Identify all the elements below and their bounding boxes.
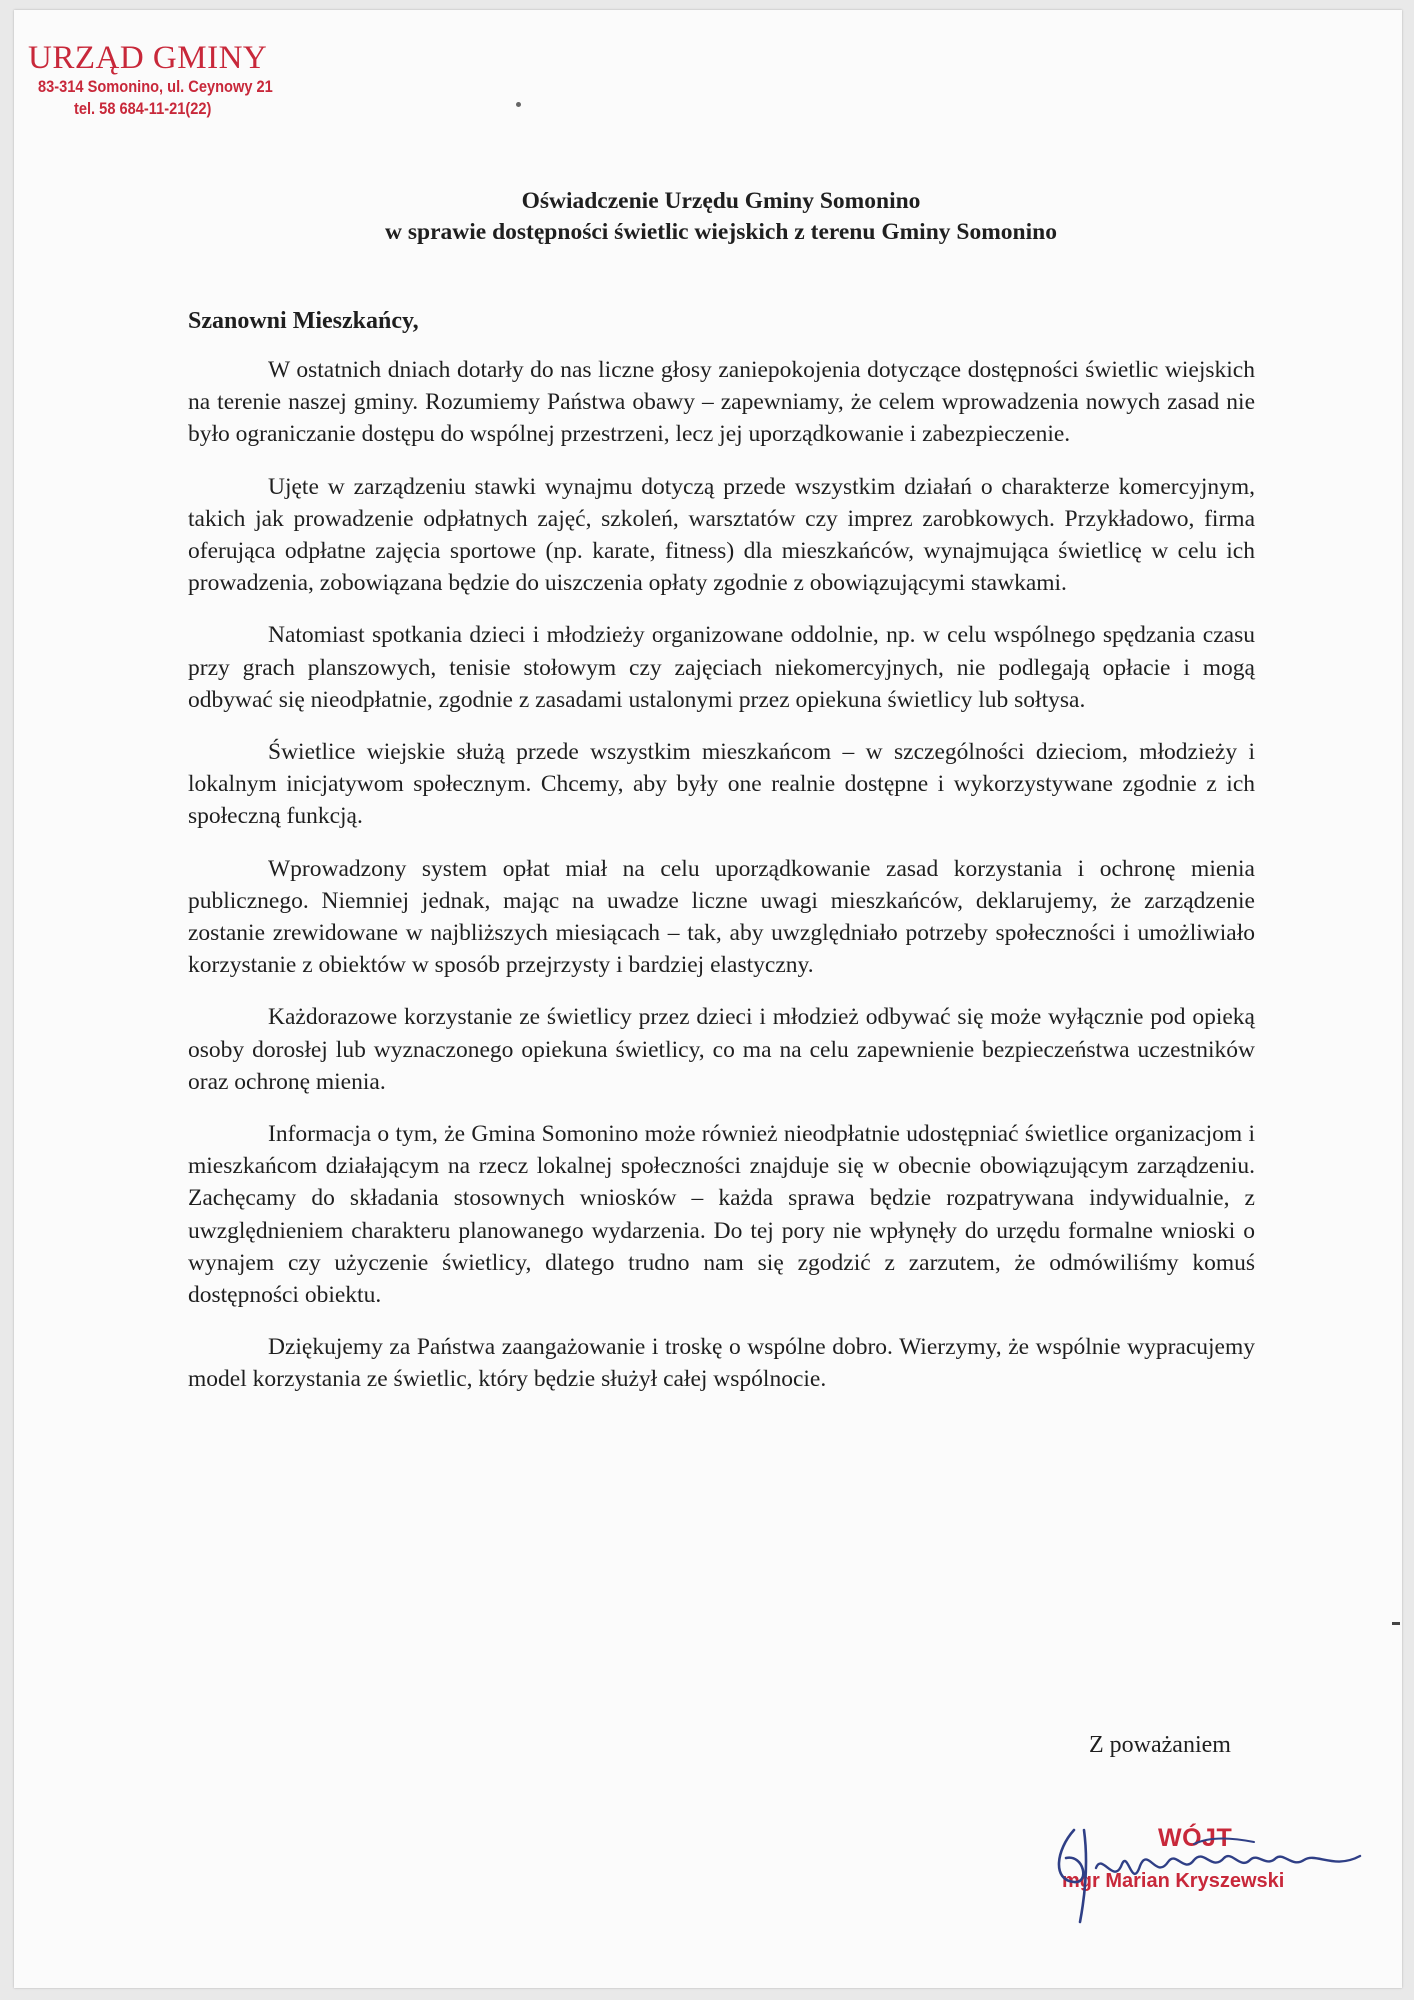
paragraph-6: Każdorazowe korzystanie ze świetlicy przez dzieci i młodzież odbywać się może wyłącznie pod opieką osoby dorosłej lub wyznaczonego opiekuna świetlicy, co ma na celu zapewnienie bezpieczeństwa uczestników oraz ochronę mienia. (188, 1004, 1255, 1095)
stamp-phone: tel. 58 684-11-21(22) (74, 99, 212, 118)
paragraph-8: Dziękujemy za Państwa zaangażowanie i troskę o wspólne dobro. Wierzymy, że wspólnie wypracujemy model korzystania ze świetlic, który będzie służył całej wspólnocie. (188, 1334, 1255, 1393)
office-stamp (28, 40, 311, 120)
paragraph-1: W ostatnich dniach dotarły do nas liczne głosy zaniepokojenia dotyczące dostępności świetlic wiejskich na terenie naszej gminy. Rozumiemy Państwa obawy – zapewniamy, że celem wprowadzenia nowych zasad nie było ograniczanie dostępu do wspólnej przestrzeni, lecz jej uporządkowanie i zabezpieczenie. (188, 357, 1255, 448)
letter-body (188, 354, 1255, 1416)
closing-phrase: Z poważaniem (1089, 1732, 1231, 1758)
heading-line-1: Oświadczenie Urzędu Gminy Somonino (521, 188, 921, 214)
paragraph-7: Informacja o tym, że Gmina Somonino może również nieodpłatnie udostępniać świetlice organizacjom i mieszkańcom działającym na rzecz lokalnej społeczności znajduje się w obecnie obowiązującym zarządzeniu. Zachęcamy do składania stosownych wniosków – każda sprawa będzie rozpatrywana indywidualnie, z uwzględnieniem charakteru planowanego wydarzenia. Do tej pory nie wpłynęły do urzędu formalne wnioski o wynajem czy użyczenie świetlicy, dlatego trudno nam się zgodzić z zarzutem, że odmówiliśmy komuś dostępności obiektu. (188, 1121, 1255, 1309)
handwritten-signature (1044, 1810, 1374, 1930)
scan-speck (516, 102, 521, 107)
paragraph-5: Wprowadzony system opłat miał na celu uporządkowanie zasad korzystania i ochronę mienia publicznego. Niemniej jednak, mając na uwadze liczne uwagi mieszkańców, deklarujemy, że zarządzenie zostanie zrewidowane w najbliższych miesiącach – tak, aby uwzględniało potrzeby społeczności i umożliwiało korzystanie z obiektów w sposób przejrzysty i bardziej elastyczny. (188, 855, 1255, 979)
signature-stamp-name: mgr Marian Kryszewski (1062, 1870, 1285, 1892)
heading-line-2: w sprawie dostępności świetlic wiejskich z terenu Gminy Somonino (385, 219, 1057, 245)
letter-page (14, 10, 1402, 1988)
signature-block (1044, 1810, 1344, 1930)
greeting: Szanowni Mieszkańcy, (188, 308, 419, 334)
stamp-title: URZĄD GMINY (28, 40, 268, 76)
stamp-address: 83-314 Somonino, ul. Ceynowy 21 (38, 77, 273, 96)
paragraph-2: Ujęte w zarządzeniu stawki wynajmu dotyczą przede wszystkim działań o charakterze komercyjnym, takich jak prowadzenie odpłatnych zajęć, szkoleń, warsztatów czy imprez zarobkowych. Przykładowo, firma oferująca odpłatne zajęcia sportowe (np. karate, fitness) dla mieszkańców, wynajmująca świetlicę w celu ich prowadzenia, zobowiązana będzie do uiszczenia opłaty zgodnie z obowiązującymi stawkami. (188, 473, 1255, 597)
signature-stamp-title: WÓJT (1158, 1824, 1233, 1852)
document-heading (154, 186, 1288, 248)
scan-edge-mark (1392, 1622, 1400, 1625)
paragraph-3: Natomiast spotkania dzieci i młodzieży organizowane oddolnie, np. w celu wspólnego spędzania czasu przy grach planszowych, tenisie stołowym czy zajęciach niekomercyjnych, nie podlegają opłacie i mogą odbywać się nieodpłatnie, zgodnie z zasadami ustalonymi przez opiekuna świetlicy lub sołtysa. (188, 622, 1255, 713)
paragraph-4: Świetlice wiejskie służą przede wszystkim mieszkańcom – w szczególności dzieciom, młodzieży i lokalnym inicjatywom społecznym. Chcemy, aby były one realnie dostępne i wykorzystywane zgodnie z ich społeczną funkcją. (188, 739, 1255, 830)
